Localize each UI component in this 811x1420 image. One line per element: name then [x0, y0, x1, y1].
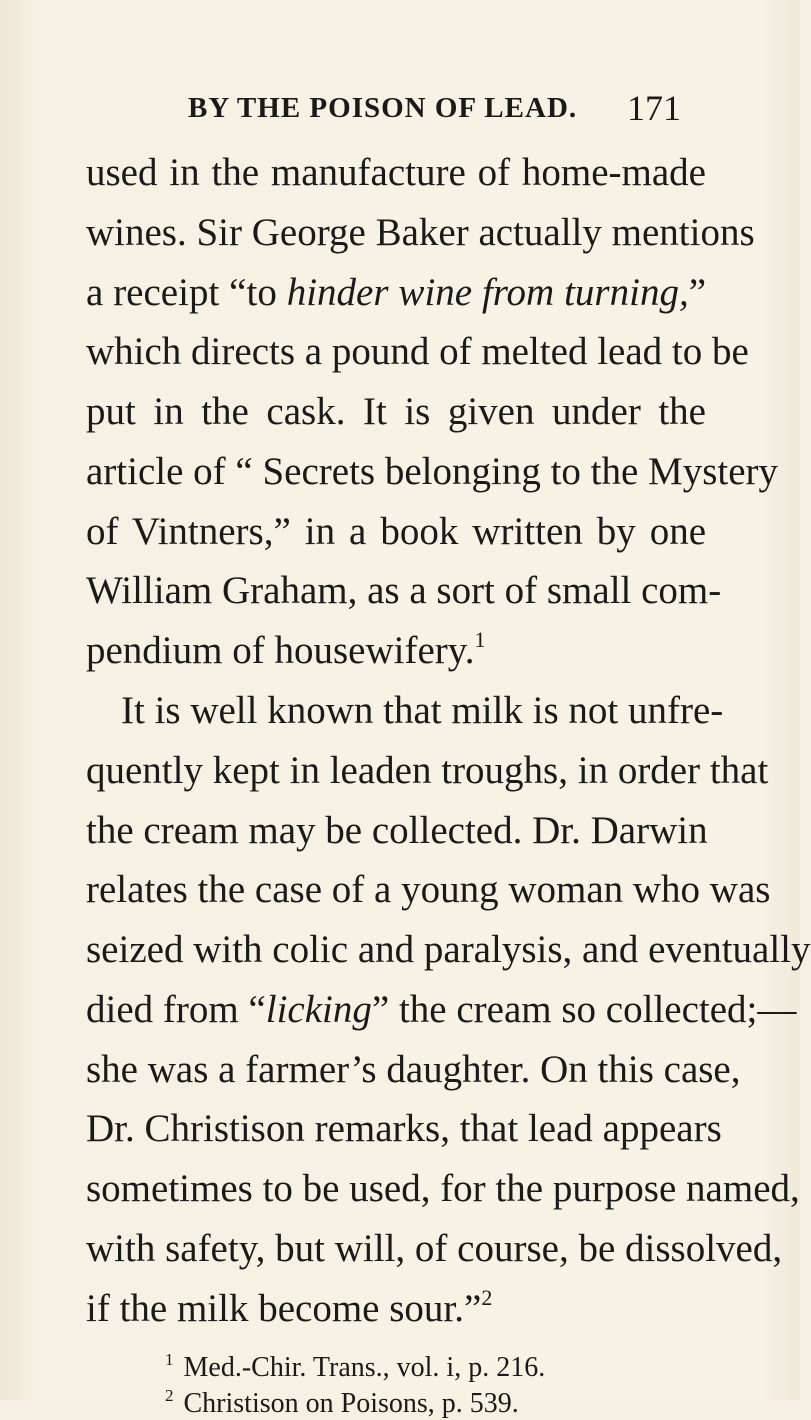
footnote: $^2$ Christison on Poisons, p. 539.	[165, 1386, 519, 1419]
text-line: relates the case of a young woman who was	[86, 868, 771, 911]
text-line: pendium of housewifery.$^1$	[86, 627, 486, 672]
footnote: $^1$ Med.-Chir. Trans., vol. i, p. 216.	[165, 1350, 546, 1383]
running-title: BY THE POISON OF LEAD.	[188, 92, 578, 124]
footnote-ref: 1	[474, 627, 486, 652]
text-line: she was a farmer’s daughter. On this case,	[86, 1048, 741, 1091]
text-line: if the milk become sour.”$^2$	[86, 1285, 493, 1330]
text-line: with safety, but will, of course, be dissolved,	[86, 1227, 783, 1270]
footnote-mark: 1	[165, 1350, 174, 1369]
footnote-ref: 2	[481, 1285, 493, 1310]
text-line: seized with colic and paralysis, and eventually	[86, 928, 811, 971]
footnote-mark: 2	[165, 1386, 174, 1405]
text-line: of Vintners,” in a book written by one	[86, 510, 706, 553]
text-line: wines. Sir George Baker actually mentions	[86, 211, 755, 254]
text-line: quently kept in leaden troughs, in order that	[86, 749, 769, 792]
italic-word: licking	[265, 988, 372, 1031]
text-line: Dr. Christison remarks, that lead appears	[86, 1107, 722, 1150]
text-line: the cream may be collected. Dr. Darwin	[86, 809, 708, 852]
text-line: a receipt “to hinder wine from turning,”	[86, 271, 707, 314]
running-header	[0, 88, 800, 132]
text-line: died from “licking” the cream so collected;—	[86, 988, 797, 1031]
text-line: used in the manufacture of home-made	[86, 151, 706, 194]
italic-phrase: hinder wine from turning,	[286, 271, 689, 314]
text-line: which directs a pound of melted lead to be	[86, 330, 749, 373]
text-line: William Graham, as a sort of small com-	[86, 569, 722, 612]
text-line: put in the cask. It is given under the	[86, 390, 706, 433]
text-line: article of “ Secrets belonging to the Mystery	[86, 450, 779, 493]
text-line: It is well known that milk is not unfre-	[121, 689, 724, 732]
page-number: 171	[627, 88, 681, 128]
text-line: sometimes to be used, for the purpose named,	[86, 1167, 800, 1210]
